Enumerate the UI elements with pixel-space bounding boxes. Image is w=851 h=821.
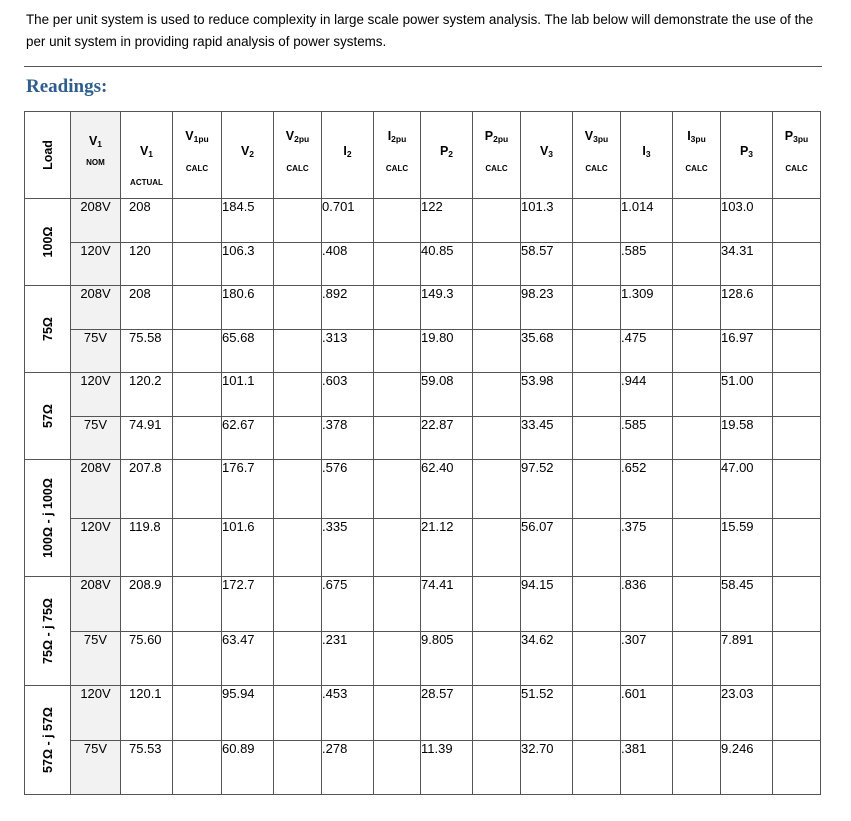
i3-value-cell: .585 <box>621 416 673 460</box>
v1-value-cell: 75.53 <box>121 740 173 795</box>
header-i3-sub: 3 <box>645 149 651 159</box>
load-cell <box>25 460 71 577</box>
i2pu-calc-cell[interactable] <box>374 518 421 577</box>
i3-value-cell: 1.014 <box>621 199 673 243</box>
table-row <box>25 631 821 686</box>
v1-value-cell: 120.1 <box>121 686 173 741</box>
header-v3pu-main: V <box>584 129 594 143</box>
p2pu-calc-cell[interactable] <box>473 577 521 632</box>
v1-value-cell: 208 <box>121 199 173 243</box>
load-label: 100Ω - j 100Ω <box>40 478 55 558</box>
header-v3-main: V <box>539 144 549 158</box>
table-row <box>25 460 821 519</box>
i3pu-calc-cell[interactable] <box>673 686 721 741</box>
i2pu-calc-cell[interactable] <box>374 286 421 330</box>
v3-value-cell: 34.62 <box>521 631 573 686</box>
p2-value-cell: 40.85 <box>421 242 473 286</box>
v2pu-calc-cell[interactable] <box>274 518 322 577</box>
v3pu-calc-cell[interactable] <box>573 460 621 519</box>
readings-table <box>24 111 821 795</box>
p2-value-cell: 62.40 <box>421 460 473 519</box>
p3pu-calc-cell[interactable] <box>773 577 821 632</box>
header-v1-nom-main: V <box>88 134 98 148</box>
header-v2-main: V <box>240 144 250 158</box>
nominal-voltage-cell: 208V <box>71 286 121 330</box>
p2pu-calc-cell[interactable] <box>473 631 521 686</box>
p3pu-calc-cell[interactable] <box>773 631 821 686</box>
p3pu-calc-cell[interactable] <box>773 329 821 373</box>
v1pu-calc-cell[interactable] <box>173 518 222 577</box>
header-i2pu <box>374 112 421 199</box>
header-p3pu-sub: 3pu <box>793 134 809 144</box>
v1-value-cell: 75.60 <box>121 631 173 686</box>
header-v1-nom-sub: 1 <box>97 139 103 149</box>
v3-value-cell: 32.70 <box>521 740 573 795</box>
v3pu-calc-cell[interactable] <box>573 329 621 373</box>
v3pu-calc-cell[interactable] <box>573 199 621 243</box>
i3pu-calc-cell[interactable] <box>673 631 721 686</box>
v2-value-cell: 101.1 <box>222 373 274 417</box>
v2pu-calc-cell[interactable] <box>274 740 322 795</box>
header-p2pu <box>473 112 521 199</box>
header-v3-sub: 3 <box>548 149 554 159</box>
v3pu-calc-cell[interactable] <box>573 686 621 741</box>
v1pu-calc-cell[interactable] <box>173 373 222 417</box>
p2pu-calc-cell[interactable] <box>473 373 521 417</box>
header-v1pu-main: V <box>185 129 194 143</box>
intro-paragraph: The per unit system is used to reduce complexity in large scale power system analysis. The lab below will demonstrate the use of the per unit system in providing rapid analysis of power systems. <box>26 12 814 49</box>
v1-value-cell: 119.8 <box>121 518 173 577</box>
table-row <box>25 577 821 632</box>
header-v2pu-note: CALC <box>286 164 309 173</box>
load-label: 57Ω <box>40 404 55 428</box>
v3pu-calc-cell[interactable] <box>573 577 621 632</box>
p3-value-cell: 128.6 <box>721 286 773 330</box>
i2-value-cell: .408 <box>322 242 374 286</box>
v2-value-cell: 106.3 <box>222 242 274 286</box>
v1pu-calc-cell[interactable] <box>173 460 222 519</box>
header-v2pu <box>274 112 322 199</box>
i3pu-calc-cell[interactable] <box>673 242 721 286</box>
i2pu-calc-cell[interactable] <box>374 242 421 286</box>
i2-value-cell: .576 <box>322 460 374 519</box>
v2pu-calc-cell[interactable] <box>274 577 322 632</box>
p3pu-calc-cell[interactable] <box>773 460 821 519</box>
p2pu-calc-cell[interactable] <box>473 199 521 243</box>
i2-value-cell: 0.701 <box>322 199 374 243</box>
nominal-voltage-cell: 120V <box>71 242 121 286</box>
v2pu-calc-cell[interactable] <box>274 329 322 373</box>
load-label: 75Ω <box>40 317 55 341</box>
p3pu-calc-cell[interactable] <box>773 740 821 795</box>
header-v1pu-note: CALC <box>185 164 209 173</box>
p3pu-calc-cell[interactable] <box>773 199 821 243</box>
header-v3pu-sub: 3pu <box>593 134 609 144</box>
v3-value-cell: 97.52 <box>521 460 573 519</box>
v3pu-calc-cell[interactable] <box>573 286 621 330</box>
header-p3pu-main: P <box>784 129 794 143</box>
i3pu-calc-cell[interactable] <box>673 740 721 795</box>
v2pu-calc-cell[interactable] <box>274 242 322 286</box>
header-v2pu-main: V <box>285 129 295 143</box>
header-i2-main: I <box>343 144 347 158</box>
header-v2pu-sub: 2pu <box>294 134 310 144</box>
i3-value-cell: .652 <box>621 460 673 519</box>
table-row <box>25 373 821 417</box>
header-v1-actual-main: V <box>139 144 149 158</box>
i3-value-cell: .307 <box>621 631 673 686</box>
header-v3 <box>521 112 573 199</box>
v1-value-cell: 207.8 <box>121 460 173 519</box>
p3-value-cell: 16.97 <box>721 329 773 373</box>
p2-value-cell: 19.80 <box>421 329 473 373</box>
v1-value-cell: 75.58 <box>121 329 173 373</box>
i2pu-calc-cell[interactable] <box>374 416 421 460</box>
i3pu-calc-cell[interactable] <box>673 416 721 460</box>
table-row <box>25 686 821 741</box>
v3-value-cell: 56.07 <box>521 518 573 577</box>
load-cell <box>25 199 71 286</box>
i2pu-calc-cell[interactable] <box>374 373 421 417</box>
i3-value-cell: .836 <box>621 577 673 632</box>
header-i3pu-sub: 3pu <box>690 134 706 144</box>
i3pu-calc-cell[interactable] <box>673 577 721 632</box>
header-v1-actual <box>121 112 173 199</box>
i3-value-cell: .475 <box>621 329 673 373</box>
v3pu-calc-cell[interactable] <box>573 740 621 795</box>
load-cell <box>25 686 71 795</box>
nominal-voltage-cell: 75V <box>71 631 121 686</box>
v2-value-cell: 184.5 <box>222 199 274 243</box>
v1-value-cell: 120 <box>121 242 173 286</box>
header-i3-main: I <box>642 144 646 158</box>
table-row <box>25 329 821 373</box>
nominal-voltage-cell: 208V <box>71 577 121 632</box>
i3pu-calc-cell[interactable] <box>673 460 721 519</box>
header-p2pu-note: CALC <box>485 164 508 173</box>
header-i2pu-sub: 2pu <box>391 134 407 144</box>
header-v3pu-note: CALC <box>585 164 608 173</box>
p2-value-cell: 74.41 <box>421 577 473 632</box>
p3-value-cell: 51.00 <box>721 373 773 417</box>
p2-value-cell: 149.3 <box>421 286 473 330</box>
v1pu-calc-cell[interactable] <box>173 416 222 460</box>
v1pu-calc-cell[interactable] <box>173 329 222 373</box>
v2-value-cell: 172.7 <box>222 577 274 632</box>
v3-value-cell: 35.68 <box>521 329 573 373</box>
header-i3 <box>621 112 673 199</box>
header-v3pu <box>573 112 621 199</box>
v2pu-calc-cell[interactable] <box>274 286 322 330</box>
readings-body <box>25 199 821 795</box>
v2-value-cell: 176.7 <box>222 460 274 519</box>
header-load-label: Load <box>40 140 55 170</box>
v2pu-calc-cell[interactable] <box>274 460 322 519</box>
v3-value-cell: 51.52 <box>521 686 573 741</box>
p2pu-calc-cell[interactable] <box>473 686 521 741</box>
p3-value-cell: 23.03 <box>721 686 773 741</box>
nominal-voltage-cell: 75V <box>71 416 121 460</box>
p3pu-calc-cell[interactable] <box>773 286 821 330</box>
p2pu-calc-cell[interactable] <box>473 740 521 795</box>
i2pu-calc-cell[interactable] <box>374 329 421 373</box>
header-load <box>25 112 71 199</box>
header-v1-actual-sub: 1 <box>148 149 154 159</box>
nominal-voltage-cell: 120V <box>71 686 121 741</box>
table-row <box>25 199 821 243</box>
i3-value-cell: 1.309 <box>621 286 673 330</box>
v3-value-cell: 58.57 <box>521 242 573 286</box>
v2-value-cell: 63.47 <box>222 631 274 686</box>
header-i2-sub: 2 <box>346 149 352 159</box>
header-p2pu-sub: 2pu <box>493 134 509 144</box>
nominal-voltage-cell: 208V <box>71 460 121 519</box>
v2pu-calc-cell[interactable] <box>274 686 322 741</box>
v1-value-cell: 74.91 <box>121 416 173 460</box>
header-i3pu-note: CALC <box>685 164 708 173</box>
i3-value-cell: .944 <box>621 373 673 417</box>
header-v2 <box>222 112 274 199</box>
p3pu-calc-cell[interactable] <box>773 518 821 577</box>
header-p2-sub: 2 <box>448 149 454 159</box>
p2pu-calc-cell[interactable] <box>473 460 521 519</box>
v2-value-cell: 60.89 <box>222 740 274 795</box>
p2pu-calc-cell[interactable] <box>473 242 521 286</box>
load-cell <box>25 286 71 373</box>
header-v1pu-sub: 1pu <box>193 134 209 144</box>
p3-value-cell: 15.59 <box>721 518 773 577</box>
load-cell <box>25 577 71 686</box>
v1-value-cell: 208 <box>121 286 173 330</box>
i2-value-cell: .335 <box>322 518 374 577</box>
i2-value-cell: .278 <box>322 740 374 795</box>
i3-value-cell: .601 <box>621 686 673 741</box>
p3pu-calc-cell[interactable] <box>773 373 821 417</box>
header-v1pu <box>173 112 222 199</box>
i3pu-calc-cell[interactable] <box>673 286 721 330</box>
i2pu-calc-cell[interactable] <box>374 740 421 795</box>
v1pu-calc-cell[interactable] <box>173 199 222 243</box>
p3pu-calc-cell[interactable] <box>773 242 821 286</box>
header-v1-nom <box>71 112 121 199</box>
header-i2pu-note: CALC <box>385 164 409 173</box>
v2pu-calc-cell[interactable] <box>274 631 322 686</box>
p2-value-cell: 122 <box>421 199 473 243</box>
v1pu-calc-cell[interactable] <box>173 631 222 686</box>
p2-value-cell: 11.39 <box>421 740 473 795</box>
v3-value-cell: 98.23 <box>521 286 573 330</box>
load-label: 100Ω <box>40 226 55 258</box>
header-p3-sub: 3 <box>748 149 754 159</box>
p3-value-cell: 7.891 <box>721 631 773 686</box>
header-i2 <box>322 112 374 199</box>
v3-value-cell: 94.15 <box>521 577 573 632</box>
v2pu-calc-cell[interactable] <box>274 199 322 243</box>
p2-value-cell: 9.805 <box>421 631 473 686</box>
i2-value-cell: .313 <box>322 329 374 373</box>
table-row <box>25 286 821 330</box>
i2pu-calc-cell[interactable] <box>374 686 421 741</box>
v2-value-cell: 95.94 <box>222 686 274 741</box>
header-row <box>25 112 821 199</box>
readings-heading: Readings: <box>26 76 108 97</box>
i2-value-cell: .231 <box>322 631 374 686</box>
v2-value-cell: 62.67 <box>222 416 274 460</box>
p3-value-cell: 103.0 <box>721 199 773 243</box>
i2-value-cell: .378 <box>322 416 374 460</box>
header-p3 <box>721 112 773 199</box>
header-p2pu-main: P <box>484 129 494 143</box>
v3-value-cell: 53.98 <box>521 373 573 417</box>
i2-value-cell: .892 <box>322 286 374 330</box>
table-row <box>25 416 821 460</box>
v1pu-calc-cell[interactable] <box>173 686 222 741</box>
v3-value-cell: 101.3 <box>521 199 573 243</box>
p2pu-calc-cell[interactable] <box>473 518 521 577</box>
header-p2-main: P <box>439 144 449 158</box>
i2pu-calc-cell[interactable] <box>374 577 421 632</box>
v1pu-calc-cell[interactable] <box>173 577 222 632</box>
header-v2-sub: 2 <box>249 149 255 159</box>
header-p3pu-note: CALC <box>785 164 808 173</box>
v3-value-cell: 33.45 <box>521 416 573 460</box>
header-i2pu-main: I <box>387 129 392 143</box>
header-p2 <box>421 112 473 199</box>
v3pu-calc-cell[interactable] <box>573 373 621 417</box>
v1pu-calc-cell[interactable] <box>173 286 222 330</box>
v3pu-calc-cell[interactable] <box>573 631 621 686</box>
i3-value-cell: .375 <box>621 518 673 577</box>
header-v1-nom-note: NOM <box>86 158 105 167</box>
header-i3pu-main: I <box>687 129 691 143</box>
i2-value-cell: .453 <box>322 686 374 741</box>
p2pu-calc-cell[interactable] <box>473 416 521 460</box>
header-p3pu <box>773 112 821 199</box>
header-p3-main: P <box>739 144 749 158</box>
p2pu-calc-cell[interactable] <box>473 329 521 373</box>
p3-value-cell: 58.45 <box>721 577 773 632</box>
v1-value-cell: 120.2 <box>121 373 173 417</box>
divider <box>24 66 822 67</box>
load-label: 57Ω - j 57Ω <box>40 707 55 773</box>
i3-value-cell: .381 <box>621 740 673 795</box>
i3pu-calc-cell[interactable] <box>673 373 721 417</box>
i3pu-calc-cell[interactable] <box>673 518 721 577</box>
p3-value-cell: 47.00 <box>721 460 773 519</box>
v2pu-calc-cell[interactable] <box>274 373 322 417</box>
p2pu-calc-cell[interactable] <box>473 286 521 330</box>
i3pu-calc-cell[interactable] <box>673 329 721 373</box>
v2-value-cell: 180.6 <box>222 286 274 330</box>
p3-value-cell: 34.31 <box>721 242 773 286</box>
i2pu-calc-cell[interactable] <box>374 460 421 519</box>
table-row <box>25 242 821 286</box>
v2-value-cell: 65.68 <box>222 329 274 373</box>
nominal-voltage-cell: 120V <box>71 518 121 577</box>
v1pu-calc-cell[interactable] <box>173 242 222 286</box>
p3pu-calc-cell[interactable] <box>773 416 821 460</box>
nominal-voltage-cell: 208V <box>71 199 121 243</box>
v2-value-cell: 101.6 <box>222 518 274 577</box>
p2-value-cell: 21.12 <box>421 518 473 577</box>
v3pu-calc-cell[interactable] <box>573 416 621 460</box>
v2pu-calc-cell[interactable] <box>274 416 322 460</box>
load-label: 75Ω - j 75Ω <box>40 598 55 664</box>
p2-value-cell: 28.57 <box>421 686 473 741</box>
p3-value-cell: 9.246 <box>721 740 773 795</box>
i2pu-calc-cell[interactable] <box>374 631 421 686</box>
i3-value-cell: .585 <box>621 242 673 286</box>
i2pu-calc-cell[interactable] <box>374 199 421 243</box>
nominal-voltage-cell: 75V <box>71 329 121 373</box>
i3pu-calc-cell[interactable] <box>673 199 721 243</box>
table-row <box>25 740 821 795</box>
v3pu-calc-cell[interactable] <box>573 242 621 286</box>
i2-value-cell: .675 <box>322 577 374 632</box>
v3pu-calc-cell[interactable] <box>573 518 621 577</box>
p2-value-cell: 22.87 <box>421 416 473 460</box>
i2-value-cell: .603 <box>322 373 374 417</box>
p3pu-calc-cell[interactable] <box>773 686 821 741</box>
nominal-voltage-cell: 120V <box>71 373 121 417</box>
p2-value-cell: 59.08 <box>421 373 473 417</box>
v1pu-calc-cell[interactable] <box>173 740 222 795</box>
load-cell <box>25 373 71 460</box>
header-v1-actual-note: ACTUAL <box>130 178 163 187</box>
header-i3pu <box>673 112 721 199</box>
nominal-voltage-cell: 75V <box>71 740 121 795</box>
p3-value-cell: 19.58 <box>721 416 773 460</box>
v1-value-cell: 208.9 <box>121 577 173 632</box>
table-row <box>25 518 821 577</box>
